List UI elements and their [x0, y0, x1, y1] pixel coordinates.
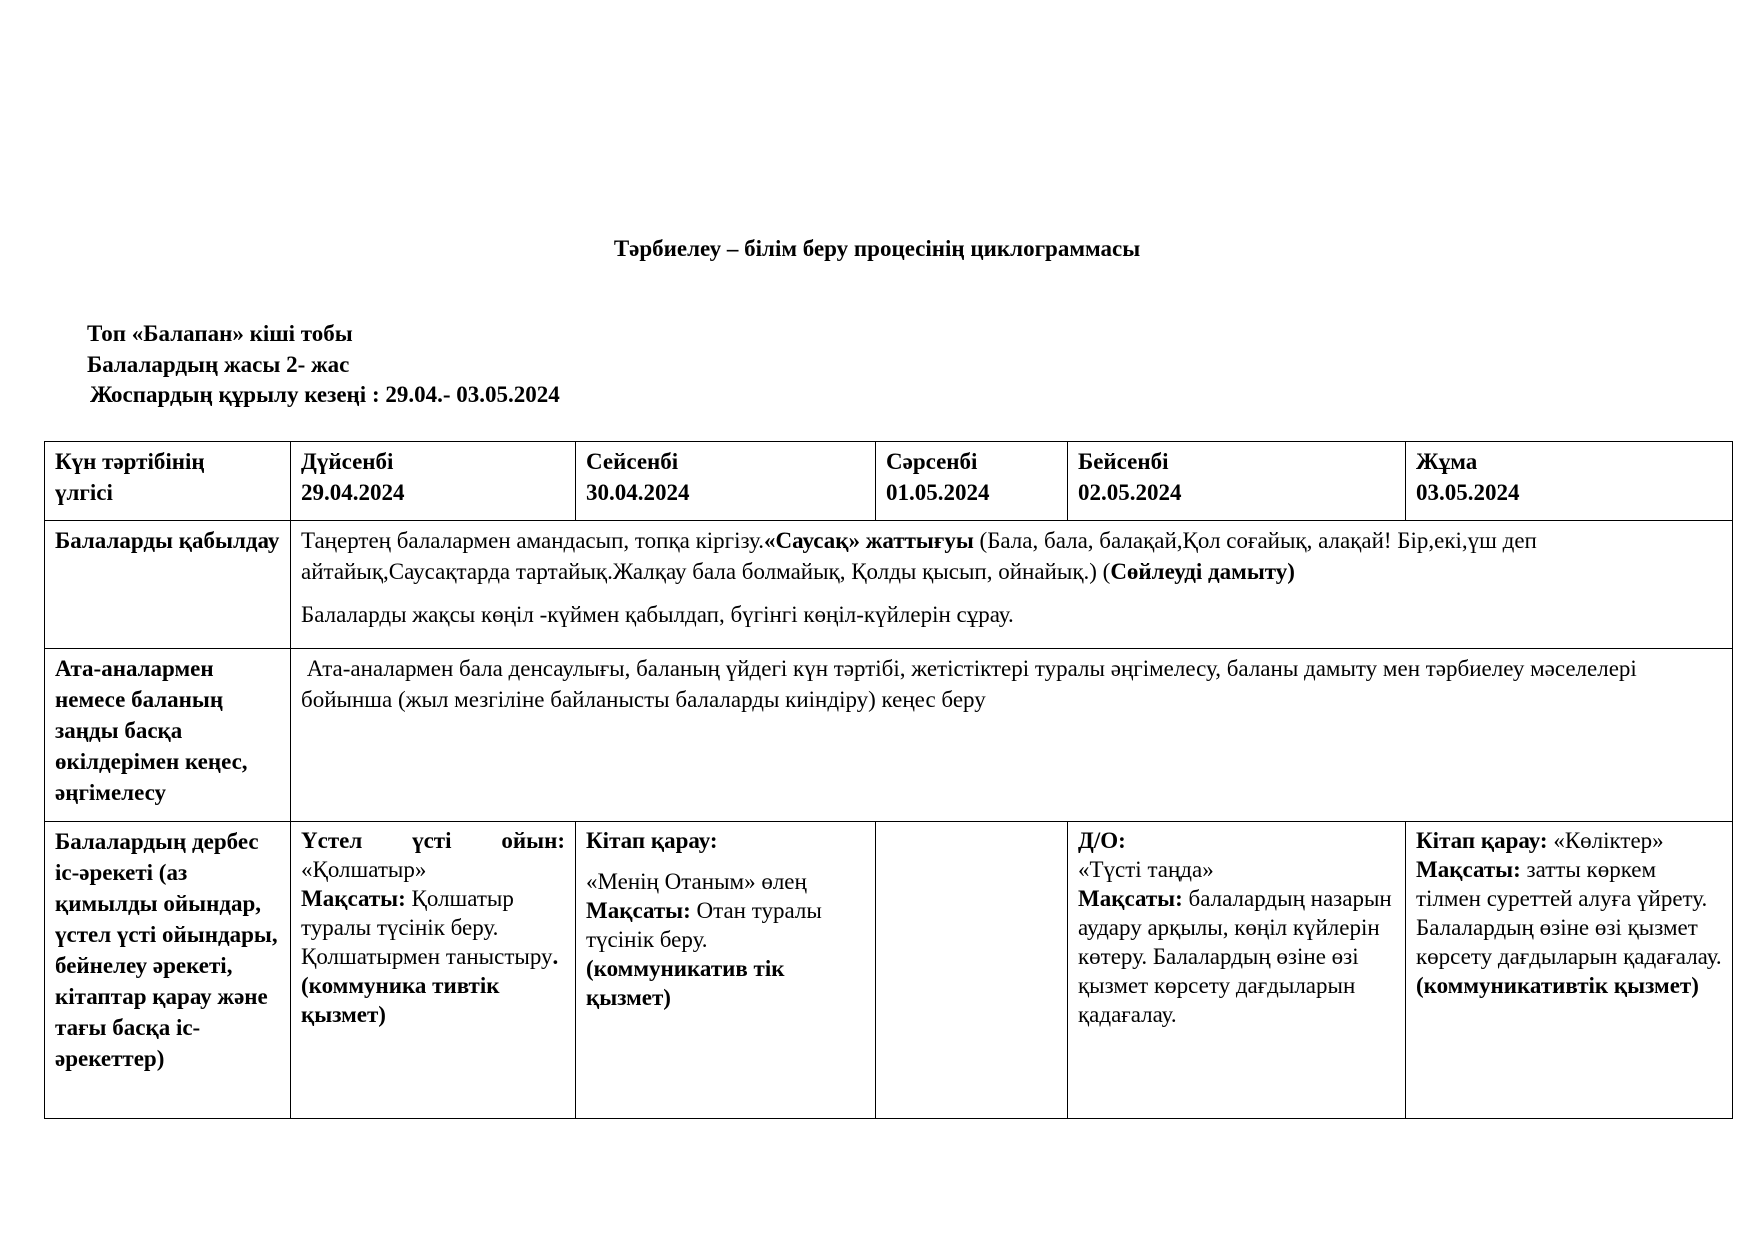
children-age: Балалардың жасы 2- жас [87, 352, 350, 377]
parents-content: Ата-аналармен бала денсаулығы, баланың үйдегі күн тәртібі, жетістіктері туралы әңгімелесу, баланы дамыту мен тәрбиелеу мәселелері бойынша (жыл мезгіліне байланысты балаларды киіндіру) кеңес беру [291, 649, 1733, 822]
group-name: Топ «Балапан» кіші тобы [87, 321, 353, 346]
reception-label: Балаларды қабылдау [45, 521, 291, 649]
header-day-thursday: Бейсенбі 02.05.2024 [1068, 442, 1406, 521]
header-day-wednesday: Сәрсенбі 01.05.2024 [876, 442, 1068, 521]
reception-row [45, 521, 1733, 649]
activity-label: Балалардың дербес іс-әрекеті (аз қимылды ойындар, үстел үсті ойындары, бейнелеу әрекеті, кітаптар қарау және тағы басқа іс-әрекеттер) [45, 822, 291, 1119]
header-day-monday: Дүйсенбі 29.04.2024 [291, 442, 576, 521]
reception-content: Таңертең балалармен амандасып, топқа кіргізу.«Саусақ» жаттығуы (Бала, бала, балақай,Қол соғайық, алақай! Бір,екі,үш деп айтайық,Саусақтарда тартайық.Жалқау бала болмайық, Қолды қысып, ойнайық.) (Сөйлеуді дамыту) Балаларды жақсы көңіл -күймен қабылдап, бүгінгі көңіл-күйлерін сұрау. [291, 521, 1733, 649]
activity-friday: Кітап қарау: «Көліктер» Мақсаты: затты көркем тілмен суреттей алуға үйрету. Балалардың өзіне өзі қызмет көрсету дағдыларын қадағалау. (коммуникативтік қызмет) [1406, 822, 1733, 1119]
parents-label: Ата-аналармен немесе баланың заңды басқа өкілдерімен кеңес, әңгімелесу [45, 649, 291, 822]
activity-wednesday [876, 822, 1068, 1119]
header-day-tuesday: Сейсенбі 30.04.2024 [576, 442, 876, 521]
activity-thursday: Д/О: «Түсті таңда» Мақсаты: балалардың назарын аудару арқылы, көңіл күйлерін көтеру. Балалардың өзіне өзі қызмет көрсету дағдыларын қадағалау. [1068, 822, 1406, 1119]
plan-period: Жоспардың құрылу кезеңі : 29.04.- 03.05.2024 [90, 382, 560, 407]
activity-row [45, 822, 1733, 1119]
activity-tuesday: Кітап қарау: «Менің Отаным» өлең Мақсаты: Отан туралы түсінік беру. (коммуникатив тік қызмет) [576, 822, 876, 1119]
header-day-friday: Жұма 03.05.2024 [1406, 442, 1733, 521]
activity-monday: Үстел үсті ойын: «Қолшатыр» Мақсаты: Қолшатыр туралы түсінік беру. Қолшатырмен таныстыру. (коммуника тивтік қызмет) [291, 822, 576, 1119]
header-row [45, 442, 1733, 521]
header-schedule-cell: Күн тәртібінің үлгісі [45, 442, 291, 521]
cyclogram-table [44, 441, 1733, 1119]
parents-row [45, 649, 1733, 822]
page-title: Тәрбиелеу – білім беру процесінің циклограммасы [613, 236, 1141, 261]
